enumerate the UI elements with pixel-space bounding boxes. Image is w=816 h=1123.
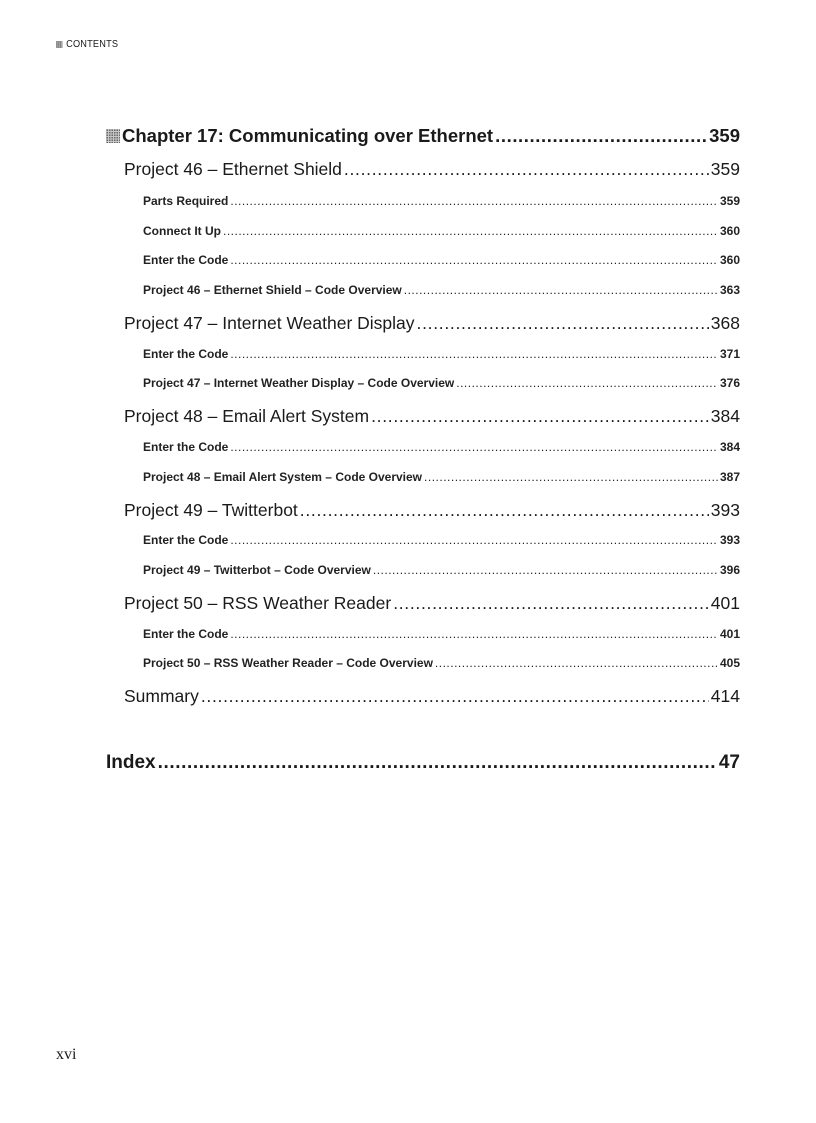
toc-chapter-17[interactable]: [106, 125, 740, 147]
page-folio: xvi: [56, 1046, 77, 1063]
sub-title: Enter the Code: [143, 440, 229, 454]
sub-title: Project 47 – Internet Weather Display – Code Overview: [143, 376, 455, 390]
section-title: Summary: [124, 686, 199, 706]
toc-sub-enter-the-code[interactable]: [143, 627, 740, 641]
dot-leader: [230, 440, 718, 454]
toc-sub-code-overview[interactable]: [143, 563, 740, 577]
square-bullet-icon: [56, 41, 62, 48]
dot-leader: [230, 194, 718, 208]
sub-page-number: 387: [719, 470, 740, 484]
sub-page-number: 360: [719, 224, 740, 238]
dot-leader: [435, 656, 718, 670]
dot-leader: [373, 563, 718, 577]
sub-page-number: 405: [719, 656, 740, 670]
sub-title: Enter the Code: [143, 347, 229, 361]
section-page-number: 414: [710, 686, 740, 706]
toc-sub-code-overview[interactable]: [143, 470, 740, 484]
sub-title: Enter the Code: [143, 253, 229, 267]
toc-section-project-49[interactable]: [124, 500, 740, 521]
section-title: Project 50 – RSS Weather Reader: [124, 593, 392, 613]
sub-page-number: 393: [719, 533, 740, 547]
section-title: Project 48 – Email Alert System: [124, 406, 370, 426]
dot-leader: [223, 224, 718, 238]
toc-section-project-46[interactable]: [124, 159, 740, 180]
toc-sub-enter-the-code[interactable]: [143, 533, 740, 547]
toc-sub-enter-the-code[interactable]: [143, 440, 740, 454]
sub-page-number: 371: [719, 347, 740, 361]
toc-sub-code-overview[interactable]: [143, 283, 740, 297]
sub-title: Project 48 – Email Alert System – Code Overview: [143, 470, 423, 484]
running-head-text: CONTENTS: [66, 39, 119, 50]
sub-title: Project 49 – Twitterbot – Code Overview: [143, 563, 371, 577]
section-page-number: 368: [710, 313, 740, 333]
dot-leader: [158, 752, 717, 774]
section-title: Project 47 – Internet Weather Display: [124, 313, 415, 333]
toc-sub-enter-the-code[interactable]: [143, 347, 740, 361]
section-page-number: 384: [710, 406, 740, 426]
toc-section-project-48[interactable]: [124, 406, 740, 427]
sub-title: Enter the Code: [143, 627, 229, 641]
index-title: Index: [106, 752, 156, 773]
toc-sub-code-overview[interactable]: [143, 656, 740, 670]
toc-sub-parts-required[interactable]: [143, 194, 740, 208]
toc-sub-enter-the-code[interactable]: [143, 253, 740, 267]
section-page-number: 393: [710, 500, 740, 520]
running-head: [56, 39, 118, 50]
square-bullet-icon: [106, 129, 120, 143]
toc-section-project-47[interactable]: [124, 313, 740, 334]
chapter-page-number: 359: [709, 125, 740, 146]
dot-leader: [230, 347, 718, 361]
dot-leader: [344, 159, 709, 180]
chapter-title: Chapter 17: Communicating over Ethernet: [106, 125, 493, 147]
dot-leader: [371, 406, 709, 427]
toc-section-project-50[interactable]: [124, 593, 740, 614]
sub-page-number: 359: [719, 194, 740, 208]
dot-leader: [495, 125, 707, 147]
sub-title: Connect It Up: [143, 224, 221, 238]
sub-title: Project 50 – RSS Weather Reader – Code Overview: [143, 656, 433, 670]
sub-title: Project 46 – Ethernet Shield – Code Overview: [143, 283, 402, 297]
section-title: Project 46 – Ethernet Shield: [124, 159, 342, 179]
dot-leader: [393, 593, 709, 614]
toc-sub-code-overview[interactable]: [143, 376, 740, 390]
sub-page-number: 376: [719, 376, 740, 390]
dot-leader: [300, 500, 709, 521]
dot-leader: [230, 533, 718, 547]
sub-title: Parts Required: [143, 194, 229, 208]
section-page-number: 359: [710, 159, 740, 179]
toc-sub-connect-it-up[interactable]: [143, 224, 740, 238]
toc-section-summary[interactable]: [124, 686, 740, 707]
section-title: Project 49 – Twitterbot: [124, 500, 298, 520]
sub-page-number: 384: [719, 440, 740, 454]
index-page-number: 47: [718, 752, 740, 773]
dot-leader: [417, 313, 709, 334]
sub-page-number: 396: [719, 563, 740, 577]
sub-page-number: 363: [719, 283, 740, 297]
dot-leader: [424, 470, 718, 484]
dot-leader: [230, 253, 718, 267]
dot-leader: [230, 627, 718, 641]
dot-leader: [404, 283, 718, 297]
sub-title: Enter the Code: [143, 533, 229, 547]
sub-page-number: 401: [719, 627, 740, 641]
dot-leader: [456, 376, 718, 390]
section-page-number: 401: [710, 593, 740, 613]
sub-page-number: 360: [719, 253, 740, 267]
toc-index[interactable]: [106, 752, 740, 774]
dot-leader: [201, 686, 709, 707]
